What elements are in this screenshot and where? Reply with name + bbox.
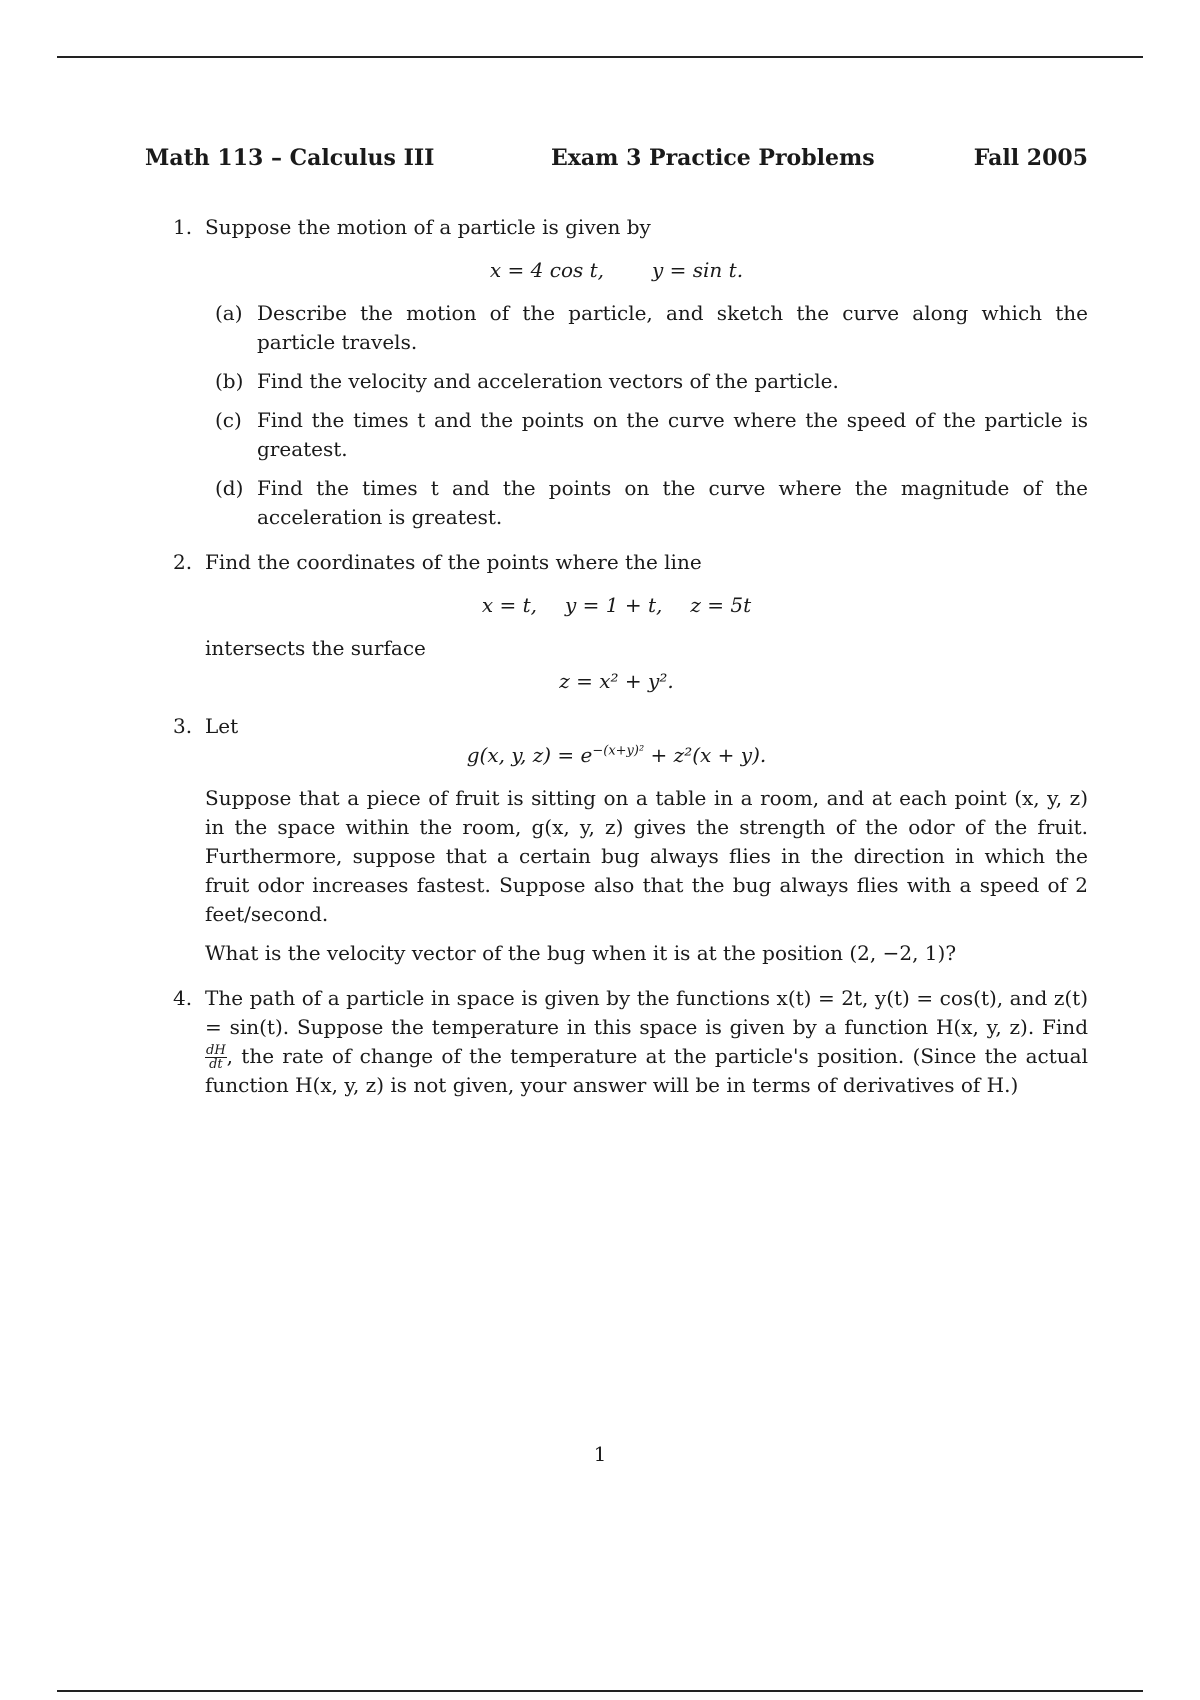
problem-list bbox=[145, 213, 1088, 1116]
problem-question: What is the velocity vector of the bug when it is at the position (2, −2, 1)? bbox=[205, 941, 957, 965]
problem-4 bbox=[145, 984, 1088, 1100]
term: Fall 2005 bbox=[973, 145, 1088, 171]
page-number: 1 bbox=[593, 1442, 607, 1466]
derivative-fraction bbox=[205, 1044, 227, 1071]
subpart-c bbox=[205, 406, 1088, 464]
problem-text-start: The path of a particle in space is given by the functions x(t) = 2t, y(t) = cos(t), and z(t) = sin(t). Suppose the temperature in this space is given by a function H(x, y, z). Find bbox=[205, 986, 1088, 1039]
subpart-label: (b) bbox=[215, 369, 244, 393]
surface-equation: z = x² + y². bbox=[559, 669, 674, 693]
problem-intro: Let bbox=[205, 714, 239, 738]
problem-paragraph: Suppose that a piece of fruit is sitting on a table in a room, and at each point (x, y, z) in the space within the room, g(x, y, z) gives the strength of the odor of the fruit. Furthermore, suppose that a certain bug always flies in the direction in which the fruit odor increases fastest. Suppose also that the bug always flies with a speed of 2 feet/second. bbox=[205, 786, 1088, 926]
subpart-text: Find the times t and the points on the curve where the speed of the particle is greatest. bbox=[257, 408, 1088, 461]
problem-number: 2. bbox=[173, 550, 193, 574]
page-header bbox=[145, 145, 1088, 177]
function-exponent: −(x+y)² bbox=[592, 743, 645, 759]
equation-x: x = 4 cos t, bbox=[489, 258, 604, 282]
problem-intro: Find the coordinates of the points where the line bbox=[205, 550, 702, 574]
problem-text bbox=[205, 984, 1088, 1100]
problem-number: 1. bbox=[173, 215, 193, 239]
subpart-text: Find the velocity and acceleration vectors of the particle. bbox=[257, 369, 839, 393]
subpart-label: (a) bbox=[215, 301, 243, 325]
line-z: z = 5t bbox=[690, 593, 752, 617]
equation-y: y = sin t. bbox=[652, 258, 744, 282]
exam-title: Exam 3 Practice Problems bbox=[551, 145, 875, 171]
subpart-b bbox=[205, 367, 1088, 396]
function-lhs: g(x, y, z) = e bbox=[466, 743, 593, 767]
odor-function bbox=[145, 741, 1088, 770]
problem-middle-text: intersects the surface bbox=[205, 636, 426, 660]
line-equations bbox=[145, 591, 1088, 620]
problem-number: 4. bbox=[173, 986, 193, 1010]
problem-number: 3. bbox=[173, 714, 193, 738]
subpart-d bbox=[205, 474, 1088, 532]
fraction-numerator: dH bbox=[206, 1043, 226, 1058]
problem-2 bbox=[145, 548, 1088, 696]
fraction-denominator: dt bbox=[209, 1057, 223, 1072]
subpart-text: Find the times t and the points on the curve where the magnitude of the acceleration is greatest. bbox=[257, 476, 1088, 529]
course-name: Math 113 – Calculus III bbox=[145, 145, 435, 171]
problem-1 bbox=[145, 213, 1088, 532]
top-rule bbox=[57, 56, 1143, 58]
function-rhs: + z²(x + y). bbox=[650, 743, 767, 767]
line-y: y = 1 + t, bbox=[565, 593, 663, 617]
subparts bbox=[205, 299, 1088, 532]
subpart-label: (d) bbox=[215, 476, 244, 500]
subpart-text: Describe the motion of the particle, and sketch the curve along which the particle travels. bbox=[257, 301, 1088, 354]
subpart-label: (c) bbox=[215, 408, 242, 432]
problem-text-end: , the rate of change of the temperature at the particle's position. (Since the actual function H(x, y, z) is not given, your answer will be in terms of derivatives of H.) bbox=[205, 1044, 1088, 1097]
problem-3 bbox=[145, 712, 1088, 968]
problem-intro: Suppose the motion of a particle is given by bbox=[205, 215, 651, 239]
subpart-a bbox=[205, 299, 1088, 357]
parametric-equations bbox=[145, 256, 1088, 285]
line-x: x = t, bbox=[481, 593, 537, 617]
bottom-rule bbox=[57, 1690, 1143, 1692]
